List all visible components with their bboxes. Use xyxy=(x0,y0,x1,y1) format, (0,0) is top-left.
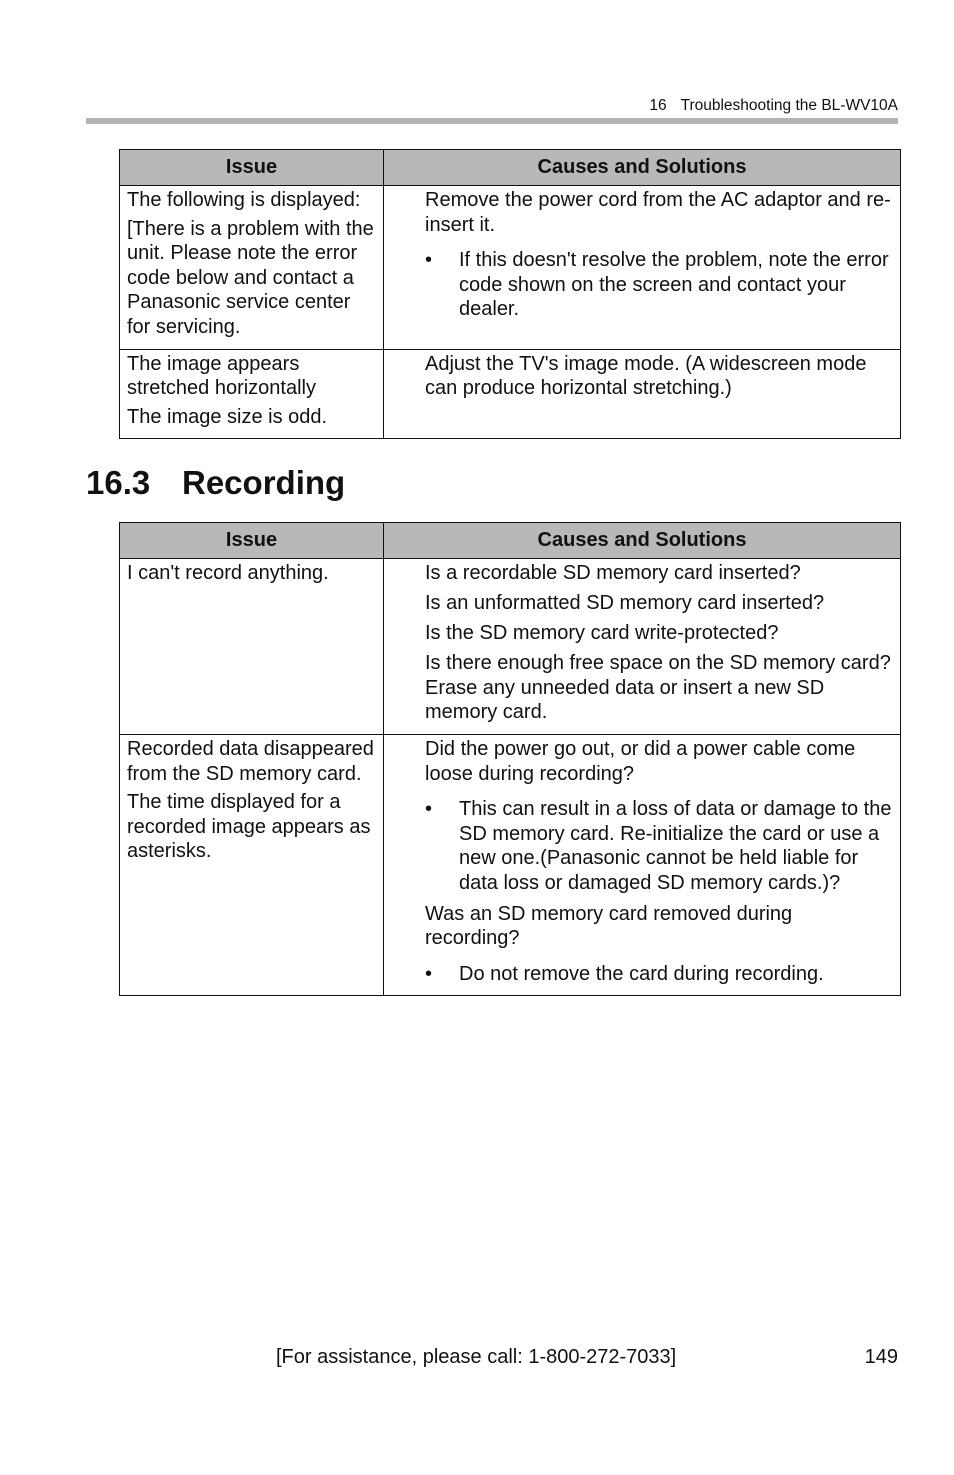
solution-text: Is there enough free space on the SD memory card? Erase any unneeded data or insert a new SD memory card. xyxy=(425,652,891,724)
solution-bullet xyxy=(425,962,892,987)
solution-text: Remove the power cord from the AC adaptor and re-insert it. xyxy=(425,189,891,236)
solution-cell xyxy=(384,349,901,439)
header-rule xyxy=(86,118,898,124)
solutions-column-header: Causes and Solutions xyxy=(384,523,901,559)
solution-text: Is a recordable SD memory card inserted? xyxy=(425,562,801,584)
issue-text: The time displayed for a recorded image appears as asterisks. xyxy=(127,791,371,863)
page-number: 149 xyxy=(864,1346,898,1368)
solution-text: Is the SD memory card write-protected? xyxy=(425,622,779,645)
troubleshooting-table-recording xyxy=(119,522,901,996)
bullet-icon: • xyxy=(425,249,433,272)
chapter-title: Troubleshooting the BL-WV10A xyxy=(680,97,898,114)
issue-cell xyxy=(120,735,384,996)
solution-text: Did the power go out, or did a power cable come loose during recording? xyxy=(425,738,856,785)
solution-text: Adjust the TV's image mode. (A widescreen mode can produce horizontal stretching.) xyxy=(425,352,867,400)
issue-text: I can't record anything. xyxy=(127,562,329,584)
issue-text: The image size is odd. xyxy=(127,405,328,428)
solution-cell xyxy=(384,735,901,996)
table-row xyxy=(120,186,901,350)
issue-column-header: Issue xyxy=(120,523,384,559)
solutions-column-header: Causes and Solutions xyxy=(384,150,901,186)
solution-cell xyxy=(384,559,901,735)
issue-text: The image appears stretched horizontally xyxy=(127,352,316,400)
issue-cell xyxy=(120,559,384,735)
solution-bullet-text: Do not remove the card during recording. xyxy=(459,962,824,985)
bullet-icon: • xyxy=(425,962,433,985)
table-row xyxy=(120,349,901,439)
section-number: 16.3 xyxy=(86,464,151,501)
table-header-row xyxy=(120,150,901,186)
solution-bullet xyxy=(425,797,892,895)
issue-text: [There is a problem with the unit. Please note the error code below and contact a Panasonic service center for servicing. xyxy=(127,217,374,338)
assistance-text: [For assistance, please call: 1-800-272-7033] xyxy=(276,1346,677,1368)
issue-cell xyxy=(120,349,384,439)
solution-bullet xyxy=(425,248,892,322)
issue-text: The following is displayed: xyxy=(127,189,361,211)
table-row xyxy=(120,735,901,996)
section-heading xyxy=(86,464,345,502)
issue-text: Recorded data disappeared from the SD memory card. xyxy=(127,738,374,785)
solution-text: Was an SD memory card removed during recording? xyxy=(425,902,793,950)
solution-text: Is an unformatted SD memory card inserted? xyxy=(425,592,825,615)
troubleshooting-table-display xyxy=(119,149,901,439)
table-row xyxy=(120,559,901,735)
running-header xyxy=(86,97,898,115)
section-title: Recording xyxy=(182,464,346,501)
solution-bullet-text: If this doesn't resolve the problem, note the error code shown on the screen and contact your dealer. xyxy=(459,249,889,321)
chapter-number: 16 xyxy=(649,97,667,114)
table-header-row xyxy=(120,523,901,559)
solution-bullet-text: This can result in a loss of data or damage to the SD memory card. Re-initialize the card or use a new one.(Panasonic cannot be held liable for data loss or damaged SD memory cards.)? xyxy=(459,798,892,895)
issue-cell xyxy=(120,186,384,350)
solution-cell xyxy=(384,186,901,350)
bullet-icon: • xyxy=(425,798,433,821)
issue-column-header: Issue xyxy=(120,150,384,186)
